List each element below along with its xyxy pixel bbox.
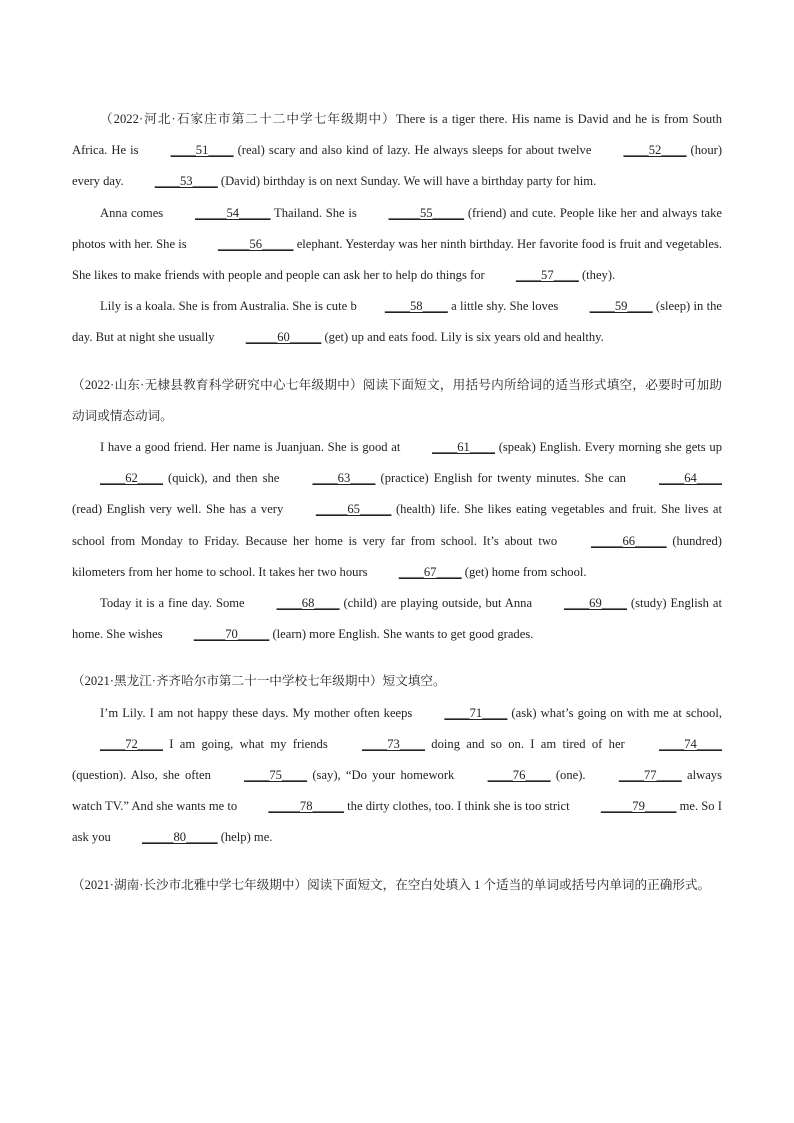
blank-53[interactable]: ____53____	[154, 174, 218, 189]
text: (they).	[578, 268, 616, 283]
text: Lily is a koala. She is from Australia. She is cute b	[100, 299, 357, 314]
blank-59[interactable]: ____59____	[589, 299, 653, 314]
passage-2-para-2	[72, 588, 722, 650]
blank-70[interactable]: _____70_____	[193, 627, 270, 642]
text: always watch TV.” And she wants me to	[72, 768, 723, 814]
blank-58[interactable]: ____58____	[384, 299, 448, 314]
blank-75[interactable]: ____75____	[244, 768, 308, 783]
blank-63[interactable]: ____63____	[312, 471, 376, 486]
blank-64[interactable]: ____64____	[659, 471, 722, 486]
blank-79[interactable]: _____79_____	[600, 799, 677, 814]
text: elephant. Yesterday was her ninth birthday. Her favorite food is fruit and vegetables. She likes to make friends with people and people can ask her to help do things for	[72, 236, 722, 283]
blank-51[interactable]: ____51____	[170, 143, 234, 158]
text: I have a good friend. Her name is Juanjuan. She is good at	[100, 440, 405, 455]
passage-1-para-3	[72, 291, 722, 353]
blank-68[interactable]: ____68____	[276, 596, 340, 611]
text: (ask) what’s going on with me at school,	[507, 705, 722, 720]
text: me. So I ask you	[72, 799, 722, 845]
blank-62[interactable]: ____62____	[100, 471, 163, 486]
text: a little shy. She loves	[447, 299, 562, 314]
text: I’m Lily. I am not happy these days. My mother often keeps	[100, 705, 417, 720]
text: I am going, what my friends	[162, 736, 335, 751]
text: (get) up and eats food. Lily is six years old and healthy.	[321, 330, 604, 345]
text: (hour) every day.	[72, 143, 723, 189]
text: (practice) English for twenty minutes. She can	[375, 471, 632, 486]
passage-1-para-2	[72, 198, 722, 292]
blank-52[interactable]: ____52____	[623, 143, 687, 158]
blank-73[interactable]: ____73____	[362, 736, 425, 751]
text: (real) scary and also kind of lazy. He always sleeps for about twelve	[233, 143, 596, 158]
text: (learn) more English. She wants to get good grades.	[269, 627, 534, 642]
blank-55[interactable]: _____55_____	[388, 205, 465, 220]
blank-69[interactable]: ____69____	[563, 596, 627, 611]
blank-65[interactable]: _____65_____	[315, 502, 392, 517]
blank-66[interactable]: _____66_____	[591, 533, 667, 548]
text: (say), “Do your homework	[307, 768, 460, 783]
text: Anna comes	[100, 205, 167, 220]
section-passage-4	[72, 870, 722, 901]
blank-61[interactable]: ____61____	[432, 440, 496, 455]
text: (child) are playing outside, but Anna	[339, 596, 536, 611]
worksheet-page	[72, 104, 722, 901]
text: (one).	[550, 768, 591, 783]
blank-72[interactable]: ____72____	[100, 736, 163, 751]
text: Today it is a fine day. Some	[100, 596, 249, 611]
blank-80[interactable]: _____80_____	[141, 830, 218, 845]
blank-57[interactable]: ____57____	[515, 268, 579, 283]
text: (get) home from school.	[461, 564, 587, 579]
text: the dirty clothes, too. I think she is too strict	[343, 799, 573, 814]
passage-2-instructions: （2022·山东·无棣县教育科学研究中心七年级期中）阅读下面短文，用括号内所给词的适当形式填空，必要时可加助动词或情态动词。	[72, 377, 722, 423]
source-label: （2022·河北·石家庄市第二十二中学七年级期中）There is a tiger there. His name is David and he is from South Africa. He is	[72, 112, 722, 158]
blank-56[interactable]: _____56_____	[217, 236, 294, 251]
passage-3-instructions: （2021·黑龙江·齐齐哈尔市第二十一中学校七年级期中）短文填空。	[72, 674, 446, 689]
text: (sleep) in the day. But at night she usually	[72, 299, 722, 345]
text: (hundred) kilometers from her home to school. It takes her two hours	[72, 533, 722, 579]
blank-78[interactable]: _____78_____	[268, 799, 344, 814]
text: Thailand. She is	[270, 205, 361, 220]
text: (help) me.	[217, 830, 273, 845]
text: (health) life. She likes eating vegetables and fruit. She lives at school from Monday to Friday. Because her home is very far from school. It’s about two	[72, 502, 722, 548]
blank-67[interactable]: ____67____	[398, 564, 462, 579]
text: (quick), and then she	[162, 471, 285, 486]
text: (David) birthday is on next Sunday. We will have a birthday party for him.	[217, 174, 597, 189]
section-passage-2	[72, 370, 722, 651]
passage-4-instructions: （2021·湖南·长沙市北雅中学七年级期中）阅读下面短文，在空白处填入 1 个适当的单词或括号内单词的正确形式。	[72, 877, 711, 892]
blank-77[interactable]: ____77____	[618, 768, 682, 783]
blank-76[interactable]: ____76____	[487, 768, 551, 783]
text: doing and so on. I am tired of her	[425, 736, 632, 751]
blank-71[interactable]: ____71____	[444, 705, 508, 720]
text: (read) English very well. She has a very	[72, 502, 288, 517]
text: (study) English at home. She wishes	[72, 596, 722, 642]
text: (question). Also, she often	[72, 768, 217, 783]
blank-54[interactable]: _____54_____	[194, 205, 271, 220]
text: (speak) English. Every morning she gets up	[495, 440, 722, 455]
passage-1-para-1	[72, 104, 722, 198]
text: (friend) and cute. People like her and always take photos with her. She is	[72, 205, 722, 251]
passage-3-para-1	[72, 698, 722, 854]
passage-2-para-1	[72, 432, 722, 588]
section-passage-3	[72, 666, 722, 853]
blank-60[interactable]: _____60_____	[245, 330, 322, 345]
section-passage-1	[72, 104, 722, 354]
blank-74[interactable]: ____74____	[659, 736, 722, 751]
